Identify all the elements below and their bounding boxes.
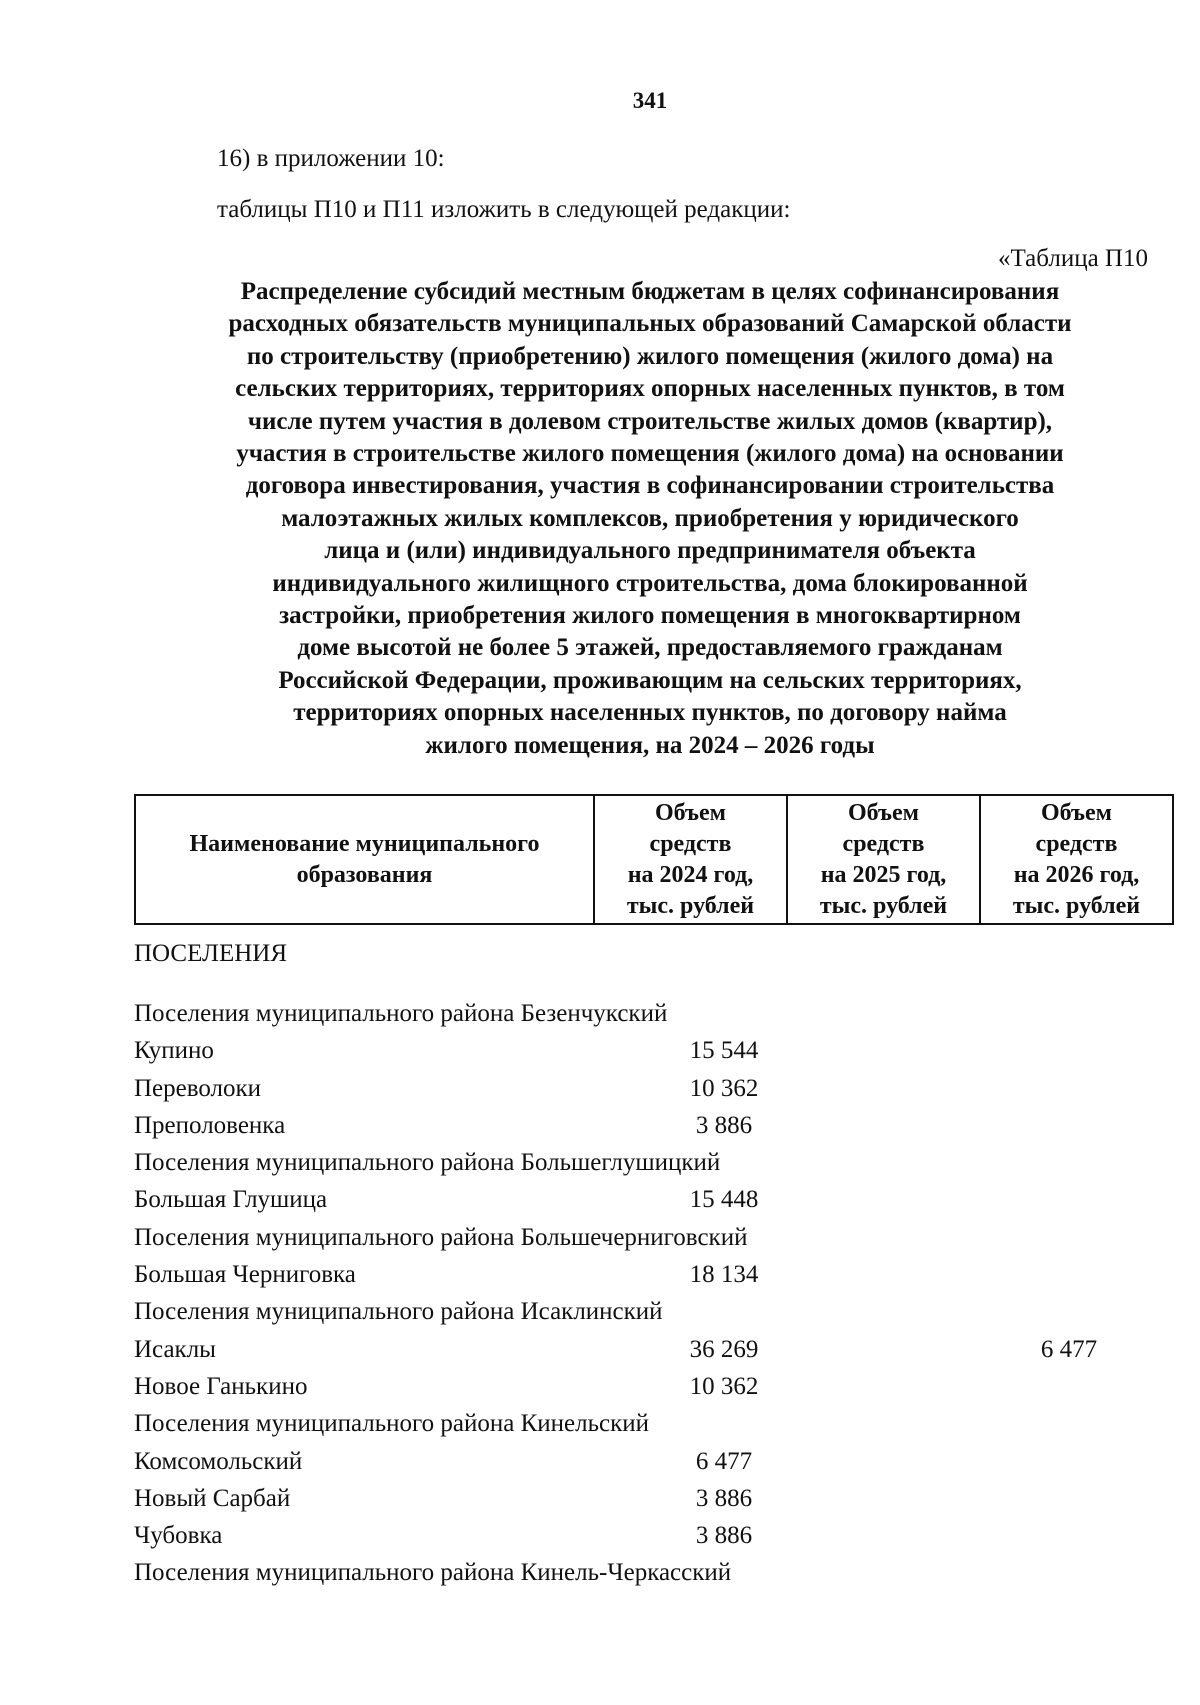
table-row (134, 1517, 1146, 1554)
table-row (134, 1144, 1146, 1181)
header-text: средств (842, 830, 925, 857)
row-name: Поселения муниципального района Большечерниговский (134, 1223, 748, 1251)
intro-line-2: таблицы П10 и П11 изложить в следующей редакции: (217, 196, 791, 223)
header-text: Объем (847, 799, 920, 826)
table-row (134, 1219, 1146, 1256)
header-text: на 2026 год, (1013, 861, 1140, 888)
header-2026 (980, 795, 1173, 924)
row-name: Большая Глушица (134, 1186, 328, 1214)
header-text: Объем (1040, 799, 1113, 826)
table-row (134, 1331, 1146, 1368)
title-line: малоэтажных жилых комплексов, приобретения у юридического (281, 504, 1019, 532)
header-2024 (594, 795, 787, 924)
row-value-2024: 3 886 (695, 1522, 753, 1550)
row-name: Поселения муниципального района Кинель-Черкасский (134, 1559, 732, 1587)
table-row (134, 1443, 1146, 1480)
title-line: лица и (или) индивидуального предпринимателя объекта (324, 537, 976, 565)
table-row (134, 1480, 1146, 1517)
table-row (134, 1107, 1146, 1144)
title-line: территориях опорных населенных пунктов, по договору найма (293, 699, 1007, 727)
row-name: Большая Черниговка (134, 1261, 356, 1289)
document-title (150, 276, 1150, 762)
row-value-2024: 3 886 (695, 1111, 753, 1139)
header-text: средств (649, 830, 732, 857)
row-name: Поселения муниципального района Безенчукский (134, 1000, 668, 1027)
header-municipality (135, 795, 594, 924)
table-row (134, 1032, 1146, 1069)
table-row (134, 1554, 1146, 1591)
title-line: участия в строительстве жилого помещения (жилого дома) на основании (236, 440, 1064, 468)
header-text: образования (296, 861, 433, 888)
table-row (134, 1293, 1146, 1330)
header-text: на 2024 год, (627, 861, 754, 888)
table-row (134, 1181, 1146, 1218)
header-text: на 2025 год, (820, 861, 947, 888)
intro-line-1: 16) в приложении 10: (217, 145, 445, 172)
header-text: средств (1035, 830, 1118, 857)
header-row (135, 795, 1173, 924)
row-value-2024: 18 134 (689, 1261, 759, 1289)
title-line: застройки, приобретения жилого помещения в многоквартирном (279, 602, 1021, 630)
title-line: сельских территориях, территориях опорных населенных пунктов, в том (235, 375, 1065, 403)
header-2025 (787, 795, 980, 924)
title-line: индивидуального жилищного строительства, дома блокированной (272, 569, 1028, 597)
header-text: Наименование муниципального (189, 830, 540, 857)
table-label: «Таблица П10 (998, 245, 1148, 272)
row-name: Новый Сарбай (134, 1484, 291, 1512)
row-name: Исаклы (134, 1335, 216, 1363)
header-text: Объем (654, 799, 727, 826)
row-name: Поселения муниципального района Большеглушицкий (134, 1149, 721, 1177)
table-row (134, 1405, 1146, 1442)
row-name: Поселения муниципального района Исаклинский (134, 1298, 663, 1326)
title-line: расходных обязательств муниципальных образований Самарской области (228, 310, 1072, 338)
row-name: Купино (134, 1037, 214, 1065)
table-row (134, 1070, 1146, 1107)
row-name: Чубовка (134, 1522, 223, 1550)
title-line: числе путем участия в долевом строительстве жилых домов (квартир), (247, 407, 1053, 435)
row-name: Поселения муниципального района Кинельский (134, 1410, 650, 1438)
table-row (134, 995, 1146, 1032)
title-line: по строительству (приобретению) жилого помещения (жилого дома) на (246, 342, 1054, 370)
row-value-2026: 6 477 (1040, 1335, 1098, 1363)
title-line: Распределение субсидий местным бюджетам в целях софинансирования (240, 278, 1060, 305)
page-number: 341 (632, 88, 668, 113)
row-value-2024: 15 544 (689, 1037, 759, 1065)
row-name: Преполовенка (134, 1111, 286, 1139)
title-line: жилого помещения, на 2024 – 2026 годы (425, 731, 875, 759)
title-line: договора инвестирования, участия в софинансировании строительства (245, 472, 1055, 500)
header-text: тыс. рублей (819, 892, 948, 919)
table-row (134, 1256, 1146, 1293)
title-line: доме высотой не более 5 этажей, предоставляемого гражданам (297, 634, 1003, 662)
row-value-2024: 15 448 (689, 1186, 759, 1214)
section-title: ПОСЕЛЕНИЯ (134, 940, 288, 967)
title-line: Российской Федерации, проживающим на сельских территориях, (278, 666, 1022, 694)
row-value-2024: 10 362 (689, 1372, 759, 1400)
table-body (134, 995, 1146, 1592)
table-row (134, 1368, 1146, 1405)
header-text: тыс. рублей (626, 892, 755, 919)
row-value-2024: 10 362 (689, 1074, 759, 1102)
row-name: Переволоки (134, 1074, 262, 1102)
row-value-2024: 3 886 (695, 1484, 753, 1512)
row-value-2024: 6 477 (695, 1447, 753, 1475)
row-name: Комсомольский (134, 1447, 303, 1475)
header-text: тыс. рублей (1012, 892, 1141, 919)
row-value-2024: 36 269 (689, 1335, 759, 1363)
row-name: Новое Ганькино (134, 1372, 308, 1400)
table-header (134, 794, 1174, 925)
